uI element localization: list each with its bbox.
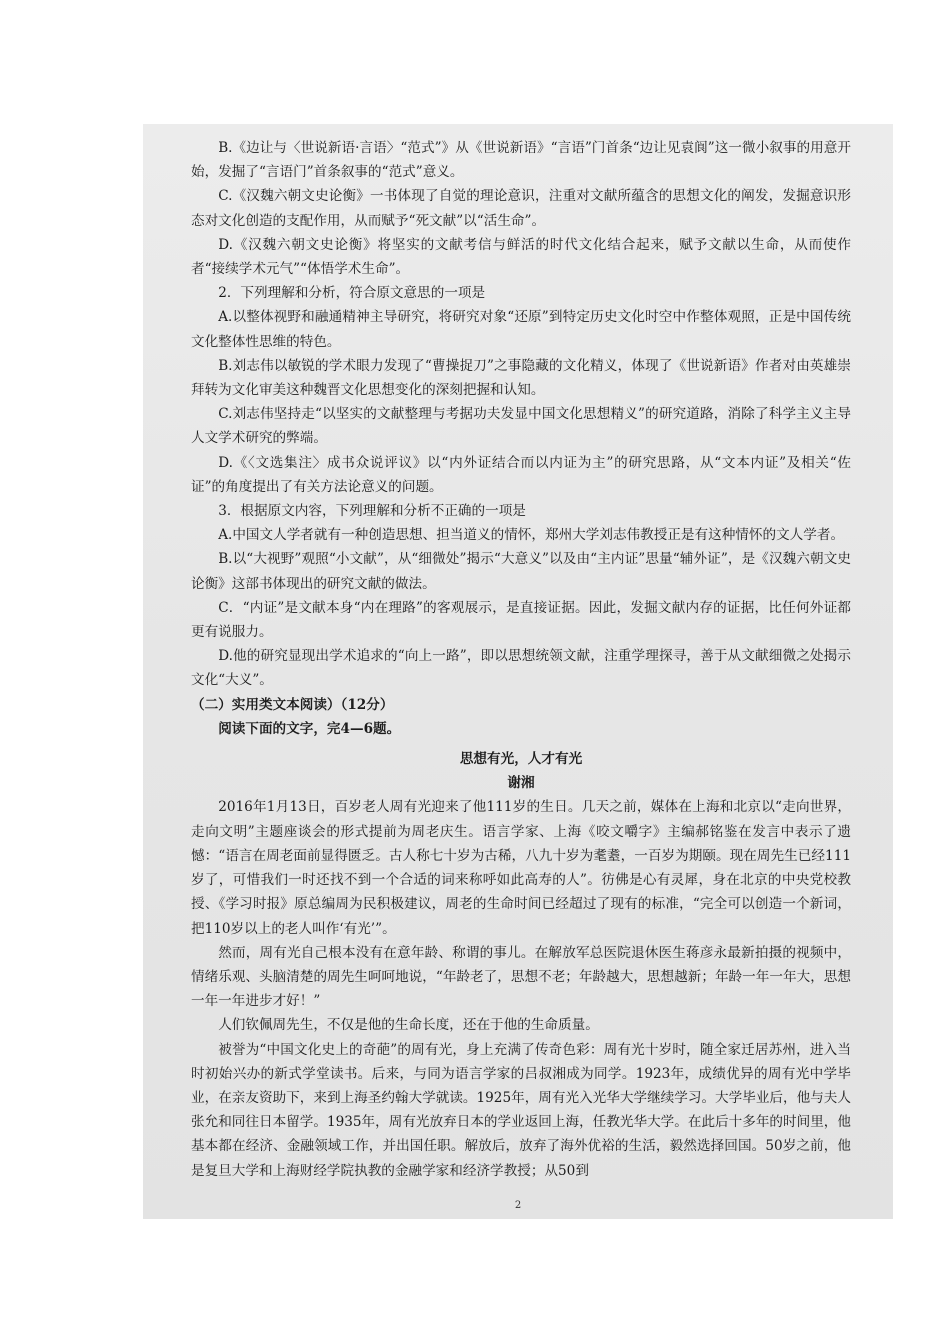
passage-paragraph: 2016年1月13日，百岁老人周有光迎来了他111岁的生日。几天之前，媒体在上海和北京以“走向世界，走向文明”主题座谈会的形式提前为周老庆生。语言学家、上海《咬文嚼字》主编郝铭鉴在发言中表示了遗憾：“语言在周老面前显得匮乏。古人称七十岁为古稀，八九十岁为耄耋，一百岁为期颐。现在周先生已经111岁了，可惜我们一时还找不到一个合适的词来称呼如此高寿的人”。彷佛是心有灵犀，身在北京的中央党校教授、《学习时报》原总编周为民积极建议，周老的生命时间已经超过了现有的标准，“完全可以创造一个新词，把110岁以上的老人叫作‘有光’”。 <box>191 799 851 937</box>
section-instruction: 阅读下面的文字，完4—6题。 <box>218 720 401 737</box>
q2-option-c: C.刘志伟坚持走“以坚实的文献整理与考据功夫发显中国文化思想精义”的研究道路，消除了科学主义主导人文学术研究的弊端。 <box>191 406 851 447</box>
q1-option-b: B.《边让与〈世说新语·言语〉“范式”》从《世说新语》“言语”门首条“边让见袁阆”这一微小叙事的用意开始，发掘了“言语门”首条叙事的“范式”意义。 <box>191 140 851 181</box>
article-title: 思想有光，人才有光 <box>459 751 583 768</box>
q1-option-c: C.《汉魏六朝文史论衡》一书体现了自觉的理论意识，注重对文献所蕴含的思想文化的阐发，发掘意识形态对文化创造的支配作用，从而赋予“死文献”以“活生命”。 <box>191 188 851 229</box>
q3-option-d: D.他的研究显现出学术追求的“向上一路”，即以思想统领文献，注重学理探寻，善于从文献细微之处揭示文化“大义”。 <box>191 648 851 689</box>
q2-option-d: D.《〈文选集注〉成书众说评议》以“内外证结合而以内证为主”的研究思路，从“文本内证”及相关“佐证”的角度提出了有关方法论意义的问题。 <box>191 454 851 495</box>
q3-option-b: B.以“大视野”观照“小文献”，从“细微处”揭示“大意义”以及由“主内证”思量“辅外证”，是《汉魏六朝文史论衡》这部书体现出的研究文献的做法。 <box>191 551 851 592</box>
article-author: 谢湘 <box>507 775 535 792</box>
q2-option-a: A.以整体视野和融通精神主导研究，将研究对象“还原”到特定历史文化时空中作整体观照，正是中国传统文化整体性思维的特色。 <box>191 309 851 350</box>
section-heading: （二）实用类文本阅读）（12分） <box>191 696 394 713</box>
q2-option-b: B.刘志伟以敏锐的学术眼力发现了“曹操捉刀”之事隐藏的文化精义，体现了《世说新语》作者对由英雄崇拜转为文化审美这种魏晋文化思想变化的深刻把握和认知。 <box>191 357 851 399</box>
page-content <box>191 136 851 1183</box>
q1-option-d: D.《汉魏六朝文史论衡》将坚实的文献考信与鲜活的时代文化结合起来，赋予文献以生命，从而使作者“接续学术元气”“体悟学术生命”。 <box>191 236 851 278</box>
passage-paragraph: 被誉为“中国文化史上的奇葩”的周有光，身上充满了传奇色彩：周有光十岁时，随全家迁居苏州，进入当时初始兴办的新式学堂读书。后来，与同为语言学家的吕叔湘成为同学。1923年，成绩优异的周有光中学毕业，在亲友资助下，来到上海圣约翰大学就读。1925年，周有光入光华大学继续学习。大学毕业后，他与夫人张允和同往日本留学。1935年，周有光放弃日本的学业返回上海，任教光华大学。在此后十多年的时间里，他基本都在经济、金融领域工作，并出国任职。解放后，放弃了海外优裕的生活，毅然选择回国。50岁之前，他是复旦大学和上海财经学院执教的金融学家和经济学教授；从50到 <box>191 1041 851 1179</box>
q3-option-c: C．“内证”是文献本身“内在理路”的客观展示，是直接证据。因此，发掘文献内存的证据，比任何外证都更有说服力。 <box>191 599 851 641</box>
q3-stem: 3．根据原文内容，下列理解和分析不正确的一项是 <box>218 503 526 520</box>
page-number: 2 <box>514 1200 522 1211</box>
q3-option-a: A.中国文人学者就有一种创造思想、担当道义的情怀，郑州大学刘志伟教授正是有这种情怀的文人学者。 <box>218 527 845 544</box>
passage-paragraph: 然而，周有光自己根本没有在意年龄、称谓的事儿。在解放军总医院退休医生蒋彦永最新拍摄的视频中，情绪乐观、头脑清楚的周先生呵呵地说，“年龄老了，思想不老；年龄越大，思想越新；年龄一年一年大，思想一年一年进步才好！” <box>191 944 851 1010</box>
q2-stem: 2．下列理解和分析，符合原文意思的一项是 <box>218 285 486 302</box>
scanned-page <box>143 124 893 1219</box>
passage-paragraph: 人们钦佩周先生，不仅是他的生命长度，还在于他的生命质量。 <box>218 1017 599 1034</box>
